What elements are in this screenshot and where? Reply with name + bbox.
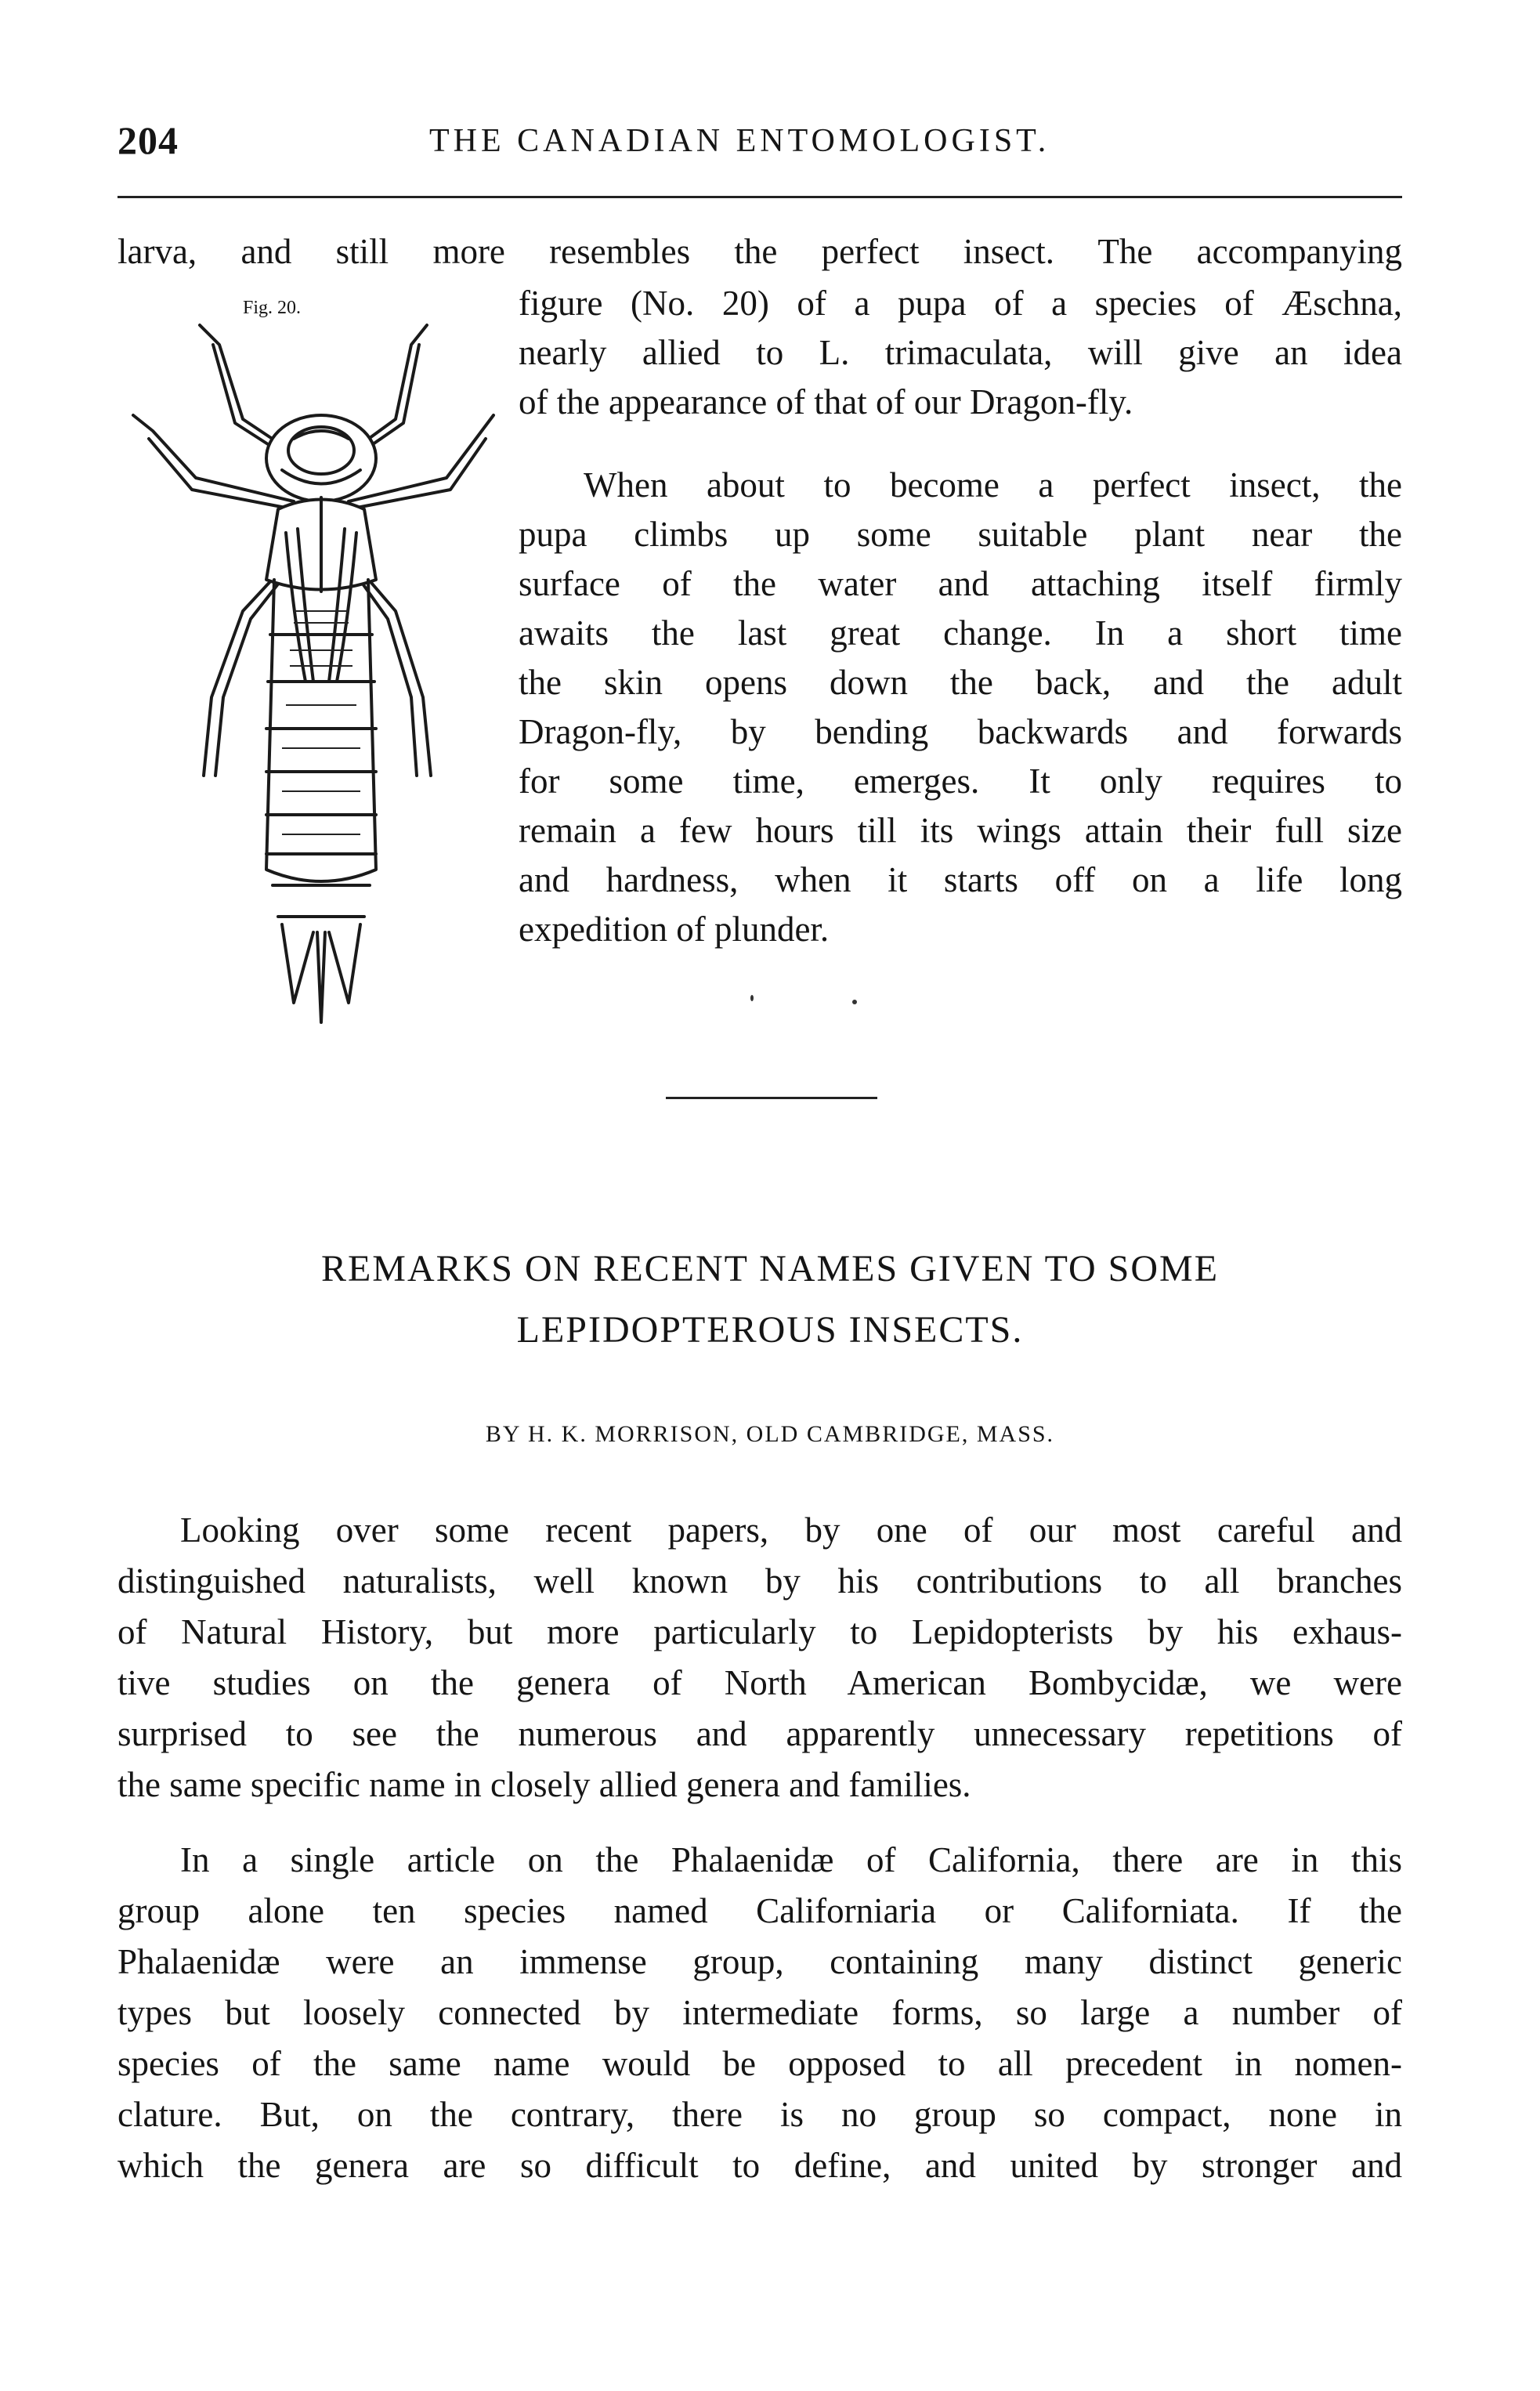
article-title-line1: REMARKS ON RECENT NAMES GIVEN TO SOME [320,1248,1220,1290]
stray-mark [852,1000,857,1004]
text-line: clature. But, on the contrary, there is no group so compact, none in [117,2095,1402,2134]
text-line: figure (No. 20) of a pupa of a species of Æschna, [519,284,1402,323]
page-number: 204 [117,118,179,162]
text-line: Looking over some recent papers, by one of our most careful and [180,1510,1402,1550]
stray-mark [750,995,754,1001]
text-line: awaits the last great change. In a short time [519,613,1402,653]
text-line: group alone ten species named Californiaria or Californiata. If the [117,1891,1402,1930]
text-line: Dragon-fly, by bending backwards and forwards [519,712,1402,751]
running-head: THE CANADIAN ENTOMOLOGIST. [429,123,1050,159]
text-line: remain a few hours till its wings attain their full size [519,811,1402,850]
text-line: and hardness, when it starts off on a life long [519,860,1402,899]
article-title-line2: LEPIDOPTEROUS INSECTS. [516,1309,1024,1351]
text-line: of Natural History, but more particularly to Lepidopterists by his exhaus- [117,1612,1402,1651]
text-line: species of the same name would be opposed to all precedent in nomen- [117,2044,1402,2083]
section-rule [666,1097,877,1099]
text-line: expedition of plunder. [519,910,830,949]
figure-label: Fig. 20. [243,298,302,318]
text-line: surprised to see the numerous and apparently unnecessary repetitions of [117,1714,1402,1753]
text-line: which the genera are so difficult to define, and united by stronger and [117,2146,1402,2185]
header-rule [117,196,1402,198]
text-line: distinguished naturalists, well known by his contributions to all branches [117,1561,1402,1601]
text-line: types but loosely connected by intermediate forms, so large a number of [117,1993,1402,2032]
text-line: the skin opens down the back, and the adult [519,663,1402,702]
dragonfly-pupa-illustration [125,321,517,1026]
text-line: the same specific name in closely allied genera and families. [117,1765,971,1804]
text-line: When about to become a perfect insect, the [584,465,1402,505]
text-line: larva, and still more resembles the perfect insect. The accompanying [117,232,1402,271]
article-byline: BY H. K. MORRISON, OLD CAMBRIDGE, MASS. [485,1421,1055,1447]
text-line: for some time, emerges. It only requires to [519,761,1402,801]
text-line: In a single article on the Phalaenidæ of California, there are in this [180,1840,1402,1879]
text-line: of the appearance of that of our Dragon-fly. [519,382,1133,421]
text-line: nearly allied to L. trimaculata, will give an idea [519,333,1402,372]
text-line: pupa climbs up some suitable plant near the [519,515,1402,554]
text-line: tive studies on the genera of North American Bombycidæ, we were [117,1663,1402,1702]
text-line: surface of the water and attaching itself firmly [519,564,1402,603]
text-line: Phalaenidæ were an immense group, containing many distinct generic [117,1942,1402,1981]
